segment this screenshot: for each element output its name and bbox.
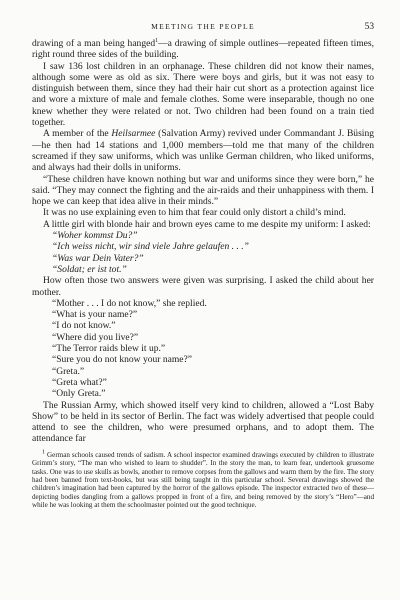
paragraph-text: —a drawing of simple outlines—repeated fifteen times, right round three sides of the building.: [32, 38, 375, 61]
dialog-line: “Sure you do not know your name?”: [52, 354, 192, 366]
quote-text: “Ich weiss nicht, wir sind viele Jahre gelaufen . . .”: [52, 241, 249, 253]
paragraph: The Russian Army, which showed itself very kind to children, allowed a “Lost Baby Show” to be held in its sector of Berlin. The fact was widely advertised that people could attend to see the children, who were presumed orphans, and to adopt them. The attendance far: [32, 399, 374, 445]
paragraph-text: drawing of a man being hanged: [32, 38, 156, 49]
paragraph-text: A member of the: [43, 128, 112, 140]
quote-line: [32, 264, 374, 275]
paragraph: [32, 128, 374, 173]
paragraph: How often those two answers were given was surprising. I asked the child about her mother.: [32, 275, 374, 298]
quote-line: [32, 241, 374, 252]
dialog-line: “Where did you live?”: [52, 331, 139, 343]
dialog-line: “I do not know.”: [52, 320, 116, 332]
footnote-reference: 1: [155, 37, 159, 44]
quote-line: [32, 253, 374, 264]
paragraph: I saw 136 lost children in an orphanage. These children did not know their names, although some were as old as six. There were boys and girls, but it was not easy to distinguish between them, since they had their hair cut short as a protection against lice and wore a mixture of male and female clothes. Some were inseparable, though no one knew whether they were related or not. Two children had been found on a train tied together.: [32, 60, 374, 129]
paragraph-text: (Salvation Army) revived under Commandant J. Büsing—he then had 14 stations and 1,000 members—told me that many of the children screamed if they saw uniforms, which was unlike German children, who liked uniforms, and always had their dolls in uniforms.: [32, 128, 374, 174]
page-number: 53: [364, 22, 374, 32]
dialog-line: “What is your name?”: [52, 309, 138, 321]
running-title: MEETING THE PEOPLE: [151, 22, 255, 31]
italic-term: Heilsarmee: [111, 128, 156, 140]
dialog-line: “Mother . . . I do not know,” she replied.: [52, 297, 207, 309]
running-head: [32, 20, 374, 34]
paragraph: “These children have known nothing but war and uniforms since they were born,” he said. “They may connect the fighting and the air-raids and their unhappiness with them. I hope we can keep that idea alive in their minds.”: [32, 173, 374, 208]
quote-text: “Was war Dein Vater?”: [52, 252, 144, 264]
dialog-line: “Greta what?”: [52, 376, 107, 388]
footnote-paragraph: [32, 451, 374, 510]
dialog-line: “The Terror raids blew it up.”: [52, 343, 166, 355]
paragraph: [32, 38, 374, 61]
paragraph: A little girl with blonde hair and brown eyes came to me despite my uniform: I asked:: [43, 218, 371, 230]
footnote-text: German schools caused trends of sadism. A school inspector examined drawings executed by children to illustrate Grimm’s story, “The man who wished to learn to shudder”. In the story the man, to learn fear, undertook gruesome tasks. One was to use skulls as bowls, another to remove corpses from the gallows and warm them by the fire. The story had been banned from text-books, but was still being taught in this particular school. Several drawings showed the children’s imagination had been captured by the horror of the gallows episode. The inspector extracted two of these—depicting bodies dangling from a gallows propped in front of a fire, and being removed by the story’s “Hero”—and while he was looking at them the schoolmaster pointed out the good technique.: [32, 450, 375, 510]
quote-text: “Soldat; er ist tot.”: [52, 263, 127, 275]
body-text: [32, 38, 374, 445]
dialog-line: “Greta.”: [52, 365, 85, 377]
footnote-marker: 1: [42, 449, 45, 456]
footnote: [32, 451, 374, 510]
dialog-line: “Only Greta.”: [52, 388, 106, 400]
quote-text: “Woher kommst Du?”: [52, 230, 138, 242]
paragraph: It was no use explaining even to him that fear could only distort a child’s mind.: [43, 207, 346, 219]
quote-line: [32, 230, 374, 241]
